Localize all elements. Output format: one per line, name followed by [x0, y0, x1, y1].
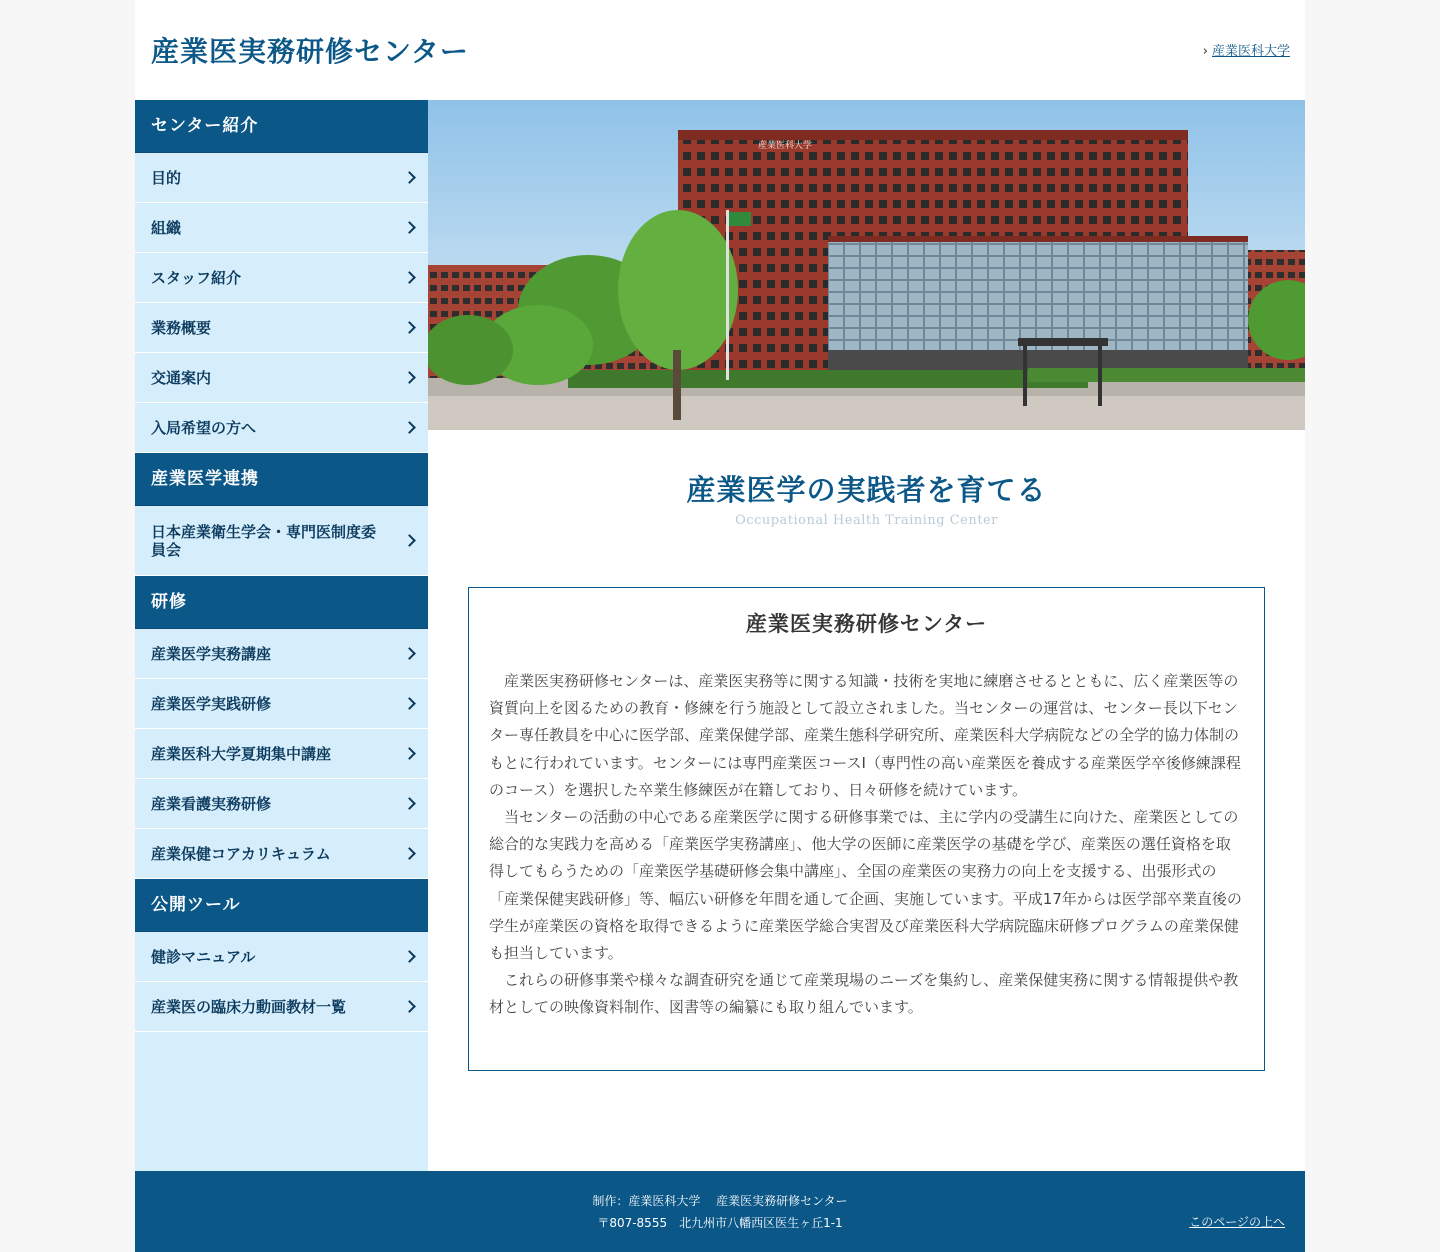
site-title[interactable]: 産業医実務研修センター: [151, 35, 469, 68]
sidebar-item-label: 産業医の臨床力動画教材一覧: [151, 997, 347, 1016]
sidebar-heading-collaboration: 産業医学連携: [135, 453, 428, 506]
sidebar-item-access[interactable]: [135, 353, 428, 403]
chevron-right-icon: [403, 534, 416, 547]
chevron-right-icon: ›: [1202, 44, 1208, 59]
sidebar-item-join[interactable]: [135, 403, 428, 453]
info-paragraph: これらの研修事業や様々な調査研究を通じて産業現場のニーズを集約し、産業保健実務に関する情報提供や教材としての映像資料制作、図書等の編纂にも取り組んでいます。: [489, 971, 1239, 1017]
sidebar-item-label: 産業看護実務研修: [151, 794, 272, 813]
sidebar-item-video-materials[interactable]: [135, 982, 428, 1032]
sidebar-item-label: 健診マニュアル: [151, 947, 256, 966]
chevron-right-icon: [403, 697, 416, 710]
sidebar-item-label: 産業保健コアカリキュラム: [151, 844, 331, 863]
footer-address: 〒807-8555 北九州市八幡西区医生ヶ丘1-1: [597, 1216, 843, 1230]
sidebar-item-label: 産業医科大学夏期集中講座: [151, 744, 332, 763]
university-link[interactable]: 産業医科大学: [1211, 44, 1290, 59]
sidebar-item-nursing-training[interactable]: [135, 779, 428, 829]
main-subtitle: Occupational Health Training Center: [735, 513, 998, 528]
sidebar-item-practice-training[interactable]: [135, 679, 428, 729]
chevron-right-icon: [403, 321, 416, 334]
sidebar-item-jsoh-committee[interactable]: [135, 506, 428, 576]
building-illustration: [428, 100, 1305, 430]
chevron-right-icon: [403, 371, 416, 384]
hero-building-photo: [428, 100, 1305, 430]
sidebar-item-label: 交通案内: [151, 368, 212, 387]
info-box-title: 産業医実務研修センター: [745, 611, 988, 636]
sidebar-item-practical-course[interactable]: [135, 629, 428, 679]
site-footer: [135, 1171, 1305, 1252]
main-title: 産業医学の実践者を育てる: [686, 473, 1047, 507]
page: [135, 0, 1305, 1252]
external-link-area: [1203, 40, 1290, 59]
center-info-box: [468, 587, 1265, 1071]
chevron-right-icon: [403, 171, 416, 184]
site-header: [135, 0, 1305, 100]
chevron-right-icon: [403, 847, 416, 860]
sidebar-item-label: スタッフ紹介: [151, 268, 242, 287]
chevron-right-icon: [403, 221, 416, 234]
sidebar-heading-center-intro: センター紹介: [135, 100, 428, 153]
sidebar-item-label: 目的: [151, 168, 182, 187]
back-to-top-link[interactable]: このページの上へ: [1189, 1215, 1285, 1229]
chevron-right-icon: [403, 647, 416, 660]
sidebar-item-label: 産業医学実践研修: [151, 694, 272, 713]
sidebar-item-health-manual[interactable]: [135, 932, 428, 982]
chevron-right-icon: [403, 1000, 416, 1013]
sidebar-item-organization[interactable]: [135, 203, 428, 253]
sidebar-item-label: 組織: [151, 218, 182, 237]
sidebar-item-purpose[interactable]: [135, 153, 428, 203]
sidebar-item-staff[interactable]: [135, 253, 428, 303]
building-sign: 産業医科大学: [758, 141, 813, 151]
footer-credit: 制作：産業医科大学 産業医実務研修センター: [592, 1194, 848, 1208]
sidebar-heading-public-tools: 公開ツール: [135, 879, 428, 932]
chevron-right-icon: [403, 271, 416, 284]
sidebar-item-overview[interactable]: [135, 303, 428, 353]
info-paragraph: 産業医実務研修センターは、産業医実務等に関する知識・技術を実地に練磨させるとともに、広く産業医等の資質向上を図るための教育・修練を行う施設として設立されました。当センターの運営は、センター長以下センター専任教員を中心に医学部、産業保健学部、産業生態科学研究所、産業医科大学病院などの全学的協力体制のもとに行われています。センターには専門産業医コースⅠ（専門性の高い産業医を養成する産業医学卒後修練課程のコース）を選択した卒業生修練医が在籍しており、日々研修を続けています。: [489, 672, 1241, 799]
sidebar-heading-training: 研修: [135, 576, 428, 629]
chevron-right-icon: [403, 797, 416, 810]
chevron-right-icon: [403, 747, 416, 760]
info-paragraph: 当センターの活動の中心である産業医学に関する研修事業では、主に学内の受講生に向けた、産業医としての総合的な実践力を高める「産業医学実務講座」、他大学の医師に産業医学の基礎を学び、産業医の選任資格を取得してもらうための「産業医学基礎研修会集中講座」、全国の産業医の実務力の向上を支援する、出張形式の「産業保健実践研修」等、幅広い研修を年間を通して企画、実施しています。平成17年からは医学部卒業直後の学生が産業医の資格を取得できるように産業医学総合実習及び産業医科大学病院臨床研修プログラムの産業保健も担当しています。: [489, 808, 1242, 963]
sidebar-item-label: 入局希望の方へ: [151, 418, 257, 437]
sidebar-item-label: 日本産業衛生学会・専門医制度委員会: [151, 522, 377, 559]
sidebar-item-label: 産業医学実務講座: [151, 644, 272, 663]
sidebar-item-summer-course[interactable]: [135, 729, 428, 779]
sidebar-item-label: 業務概要: [151, 318, 212, 337]
info-box-body: [489, 668, 1244, 1022]
chevron-right-icon: [403, 421, 416, 434]
sidebar-item-core-curriculum[interactable]: [135, 829, 428, 879]
chevron-right-icon: [403, 950, 416, 963]
sidebar-nav: [135, 100, 428, 1171]
